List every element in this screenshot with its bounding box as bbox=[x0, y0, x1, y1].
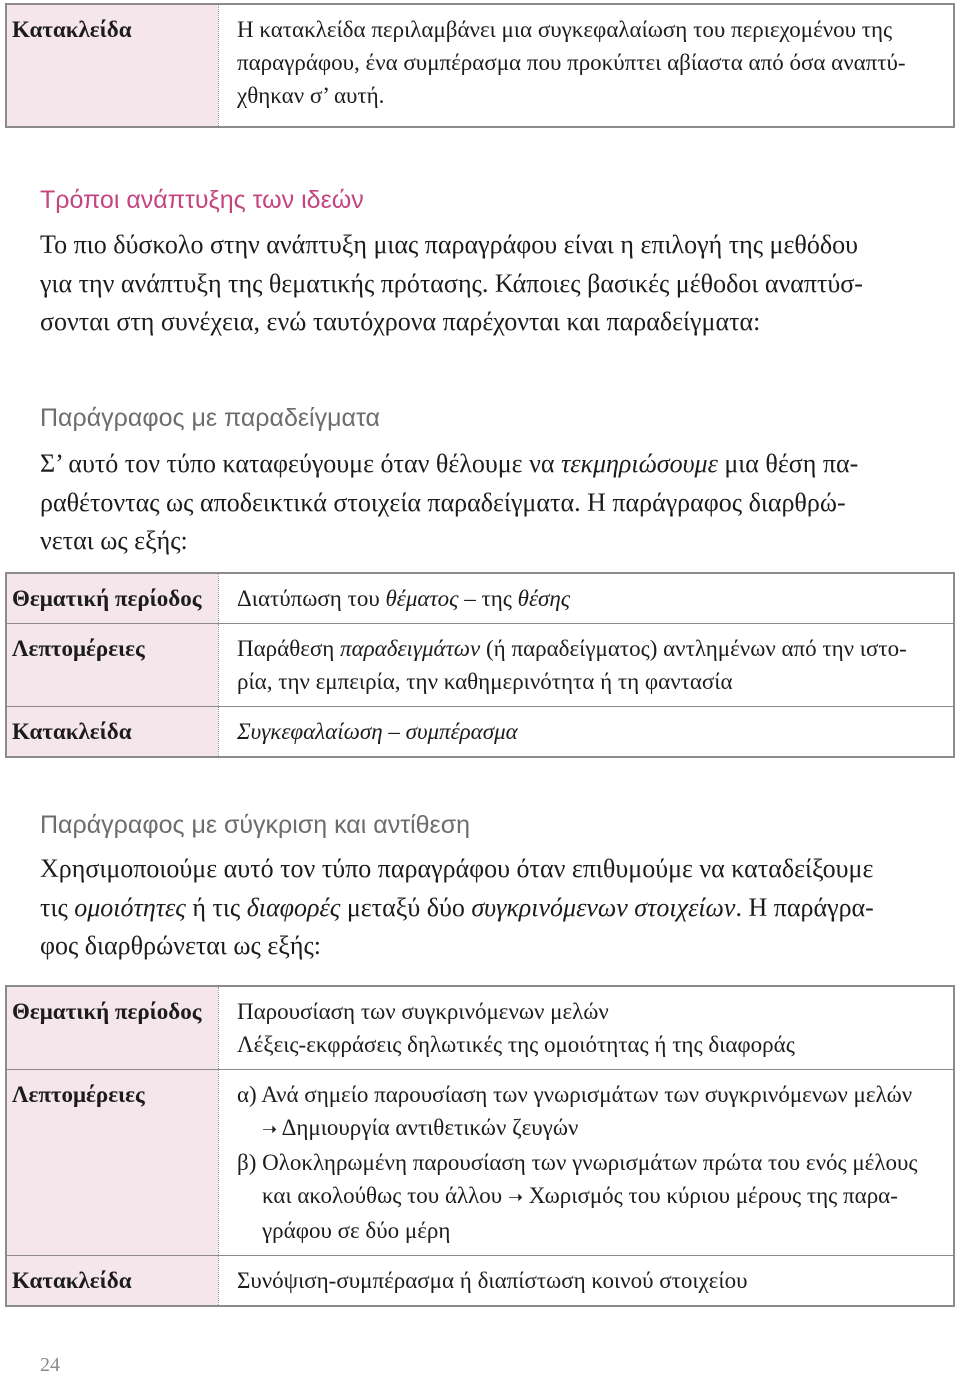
text-segment: Παράθεση bbox=[237, 636, 341, 661]
table-row bbox=[7, 5, 953, 126]
emphasis-text: Συγκεφαλαίωση – συμπέρασμα bbox=[237, 719, 518, 744]
text-line bbox=[237, 715, 947, 748]
row-content bbox=[218, 707, 953, 756]
text-line bbox=[237, 632, 947, 665]
text-line: για την ανάπτυξη της θεματικής πρότασης. Κάποιες βασικές μέθοδοι αναπτύσ- bbox=[40, 268, 863, 298]
row-label: Θεματική περίοδος bbox=[7, 987, 218, 1069]
arrow-right-icon: ➝ bbox=[262, 1119, 278, 1140]
row-label: Λεπτομέρειες bbox=[7, 1070, 218, 1255]
table-row bbox=[7, 707, 953, 756]
text-line: ραθέτοντας ως αποδεικτικά στοιχεία παραδείγματα. Η παράγραφος διαρθρώ- bbox=[40, 487, 846, 517]
text-segment: . Η παράγρα- bbox=[735, 892, 874, 922]
table-row bbox=[7, 574, 953, 624]
text-line: Συνόψιση-συμπέρασμα ή διαπίστωση κοινού στοιχείου bbox=[237, 1268, 748, 1293]
text-line bbox=[237, 1179, 947, 1214]
page-number: 24 bbox=[40, 1354, 60, 1376]
table-row bbox=[7, 1070, 953, 1256]
text-segment: ή τις bbox=[185, 892, 247, 922]
list-item-a: α) Ανά σημείο παρουσίαση των γνωρισμάτων των συγκρινόμενων μελών bbox=[237, 1082, 913, 1107]
conclusion-definition-table bbox=[5, 3, 955, 128]
comparison-structure-table bbox=[5, 985, 955, 1307]
text-line: νεται ως εξής: bbox=[40, 526, 188, 555]
text-line: γράφου σε δύο μέρη bbox=[262, 1218, 451, 1243]
section-heading-examples: Παράγραφος με παραδείγματα bbox=[40, 404, 380, 432]
row-content bbox=[218, 5, 953, 126]
row-content bbox=[218, 574, 953, 623]
text-line: χθηκαν σ’ αυτή. bbox=[237, 83, 385, 108]
paragraph-comparison bbox=[40, 850, 940, 966]
text-line: Χρησιμοποιούμε αυτό τον τύπο παραγράφου όταν επιθυμούμε να καταδείξουμε bbox=[40, 854, 874, 883]
text-line bbox=[40, 445, 940, 484]
text-line: ρία, την εμπειρία, την καθημερινότητα ή τη φαντασία bbox=[237, 669, 733, 694]
emphasis-text: τεκμηριώσουμε bbox=[560, 449, 718, 478]
text-segment: τις bbox=[40, 892, 75, 922]
list-item-b: β) Ολοκληρωμένη παρουσίαση των γνωρισμάτων πρώτα του ενός μέλους bbox=[237, 1150, 918, 1175]
emphasis-text: θέσης bbox=[517, 586, 571, 611]
row-label: Λεπτομέρειες bbox=[7, 624, 218, 706]
text-line bbox=[237, 582, 947, 615]
text-segment: Χωρισμός του κύριου μέρους της παρα- bbox=[523, 1183, 898, 1208]
arrow-right-icon: ➝ bbox=[507, 1187, 524, 1208]
text-line bbox=[40, 889, 940, 928]
paragraph-methods bbox=[40, 226, 940, 342]
row-content bbox=[218, 1070, 953, 1255]
section-heading-comparison: Παράγραφος με σύγκριση και αντίθεση bbox=[40, 811, 471, 839]
row-content bbox=[218, 1256, 953, 1305]
row-label: Κατακλείδα bbox=[7, 707, 218, 756]
table-row bbox=[7, 624, 953, 707]
emphasis-text: παραδειγμάτων bbox=[340, 636, 481, 661]
text-segment: μεταξύ δύο bbox=[340, 892, 472, 922]
text-segment: και ακολούθως του άλλου bbox=[262, 1183, 508, 1208]
text-line: παραγράφου, ένα συμπέρασμα που προκύπτει αβίαστα από όσα αναπτύ- bbox=[237, 50, 906, 75]
text-line: φος διαρθρώνεται ως εξής: bbox=[40, 931, 321, 960]
text-segment: – της bbox=[458, 586, 518, 611]
text-line: Λέξεις-εκφράσεις δηλωτικές της ομοιότητας ή της διαφοράς bbox=[237, 1032, 795, 1057]
row-label: Κατακλείδα bbox=[7, 5, 218, 126]
row-label: Θεματική περίοδος bbox=[7, 574, 218, 623]
text-line: Το πιο δύσκολο στην ανάπτυξη μιας παραγράφου είναι η επιλογή της μεθόδου bbox=[40, 230, 858, 259]
row-content bbox=[218, 987, 953, 1069]
row-label: Κατακλείδα bbox=[7, 1256, 218, 1305]
text-segment: Σ’ αυτό τον τύπο καταφεύγουμε όταν θέλουμε να bbox=[40, 449, 561, 478]
text-line: Παρουσίαση των συγκρινόμενων μελών bbox=[237, 999, 609, 1024]
emphasis-text: θέματος bbox=[385, 586, 459, 611]
text-segment: μια θέση πα- bbox=[717, 449, 859, 478]
text-segment: (ή παραδείγματος) αντλημένων από την ιστο- bbox=[480, 636, 907, 661]
text-segment: Δημιουργία αντιθετικών ζευγών bbox=[277, 1115, 579, 1140]
text-line: Η κατακλείδα περιλαμβάνει μια συγκεφαλαίωση του περιεχομένου της bbox=[237, 17, 893, 42]
text-segment: Διατύπωση του bbox=[237, 586, 386, 611]
text-line bbox=[237, 1111, 947, 1146]
emphasis-text: διαφορές bbox=[246, 892, 341, 922]
examples-structure-table bbox=[5, 572, 955, 758]
emphasis-text: ομοιότητες bbox=[74, 892, 186, 922]
text-line: σονται στη συνέχεια, ενώ ταυτόχρονα παρέχονται και παραδείγματα: bbox=[40, 307, 761, 336]
row-content bbox=[218, 624, 953, 706]
table-row bbox=[7, 1256, 953, 1305]
paragraph-examples bbox=[40, 445, 940, 561]
emphasis-text: συγκρινόμενων στοιχείων bbox=[471, 892, 736, 922]
table-row bbox=[7, 987, 953, 1070]
section-heading-methods: Τρόποι ανάπτυξης των ιδεών bbox=[40, 186, 364, 214]
